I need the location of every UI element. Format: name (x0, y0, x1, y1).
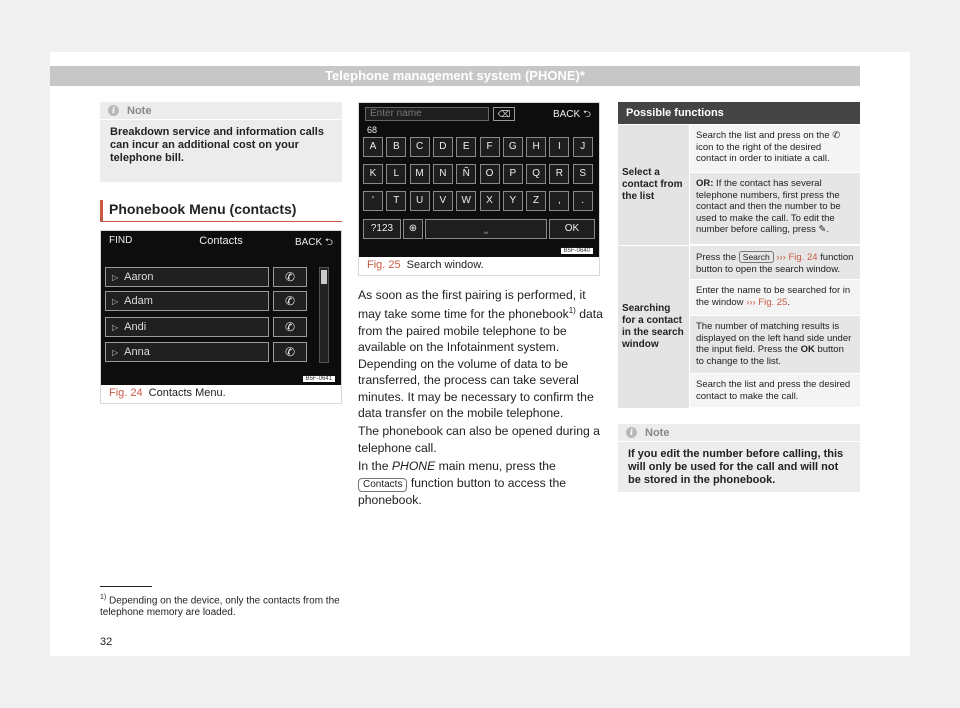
call-button[interactable] (273, 342, 307, 362)
page-header: Telephone management system (PHONE)* (50, 66, 860, 86)
figure-ref: ››› Fig. 24 (773, 252, 818, 263)
cell-text: Enter the name to be searched for in the window (696, 285, 851, 308)
cell-text: function button to open the search window. (696, 252, 854, 275)
table-cell (690, 246, 860, 280)
table-cell: Search the list and press the desired contact to make the call. (690, 374, 860, 408)
cell-emphasis: OR: (696, 178, 714, 189)
paragraph (358, 287, 604, 421)
menu-name: PHONE (391, 459, 436, 474)
key[interactable]: I (549, 137, 569, 157)
table-cell (690, 173, 860, 245)
key[interactable]: A (363, 137, 383, 157)
contact-row[interactable] (105, 342, 269, 362)
key[interactable]: Ñ (456, 164, 476, 184)
footnote-ref: 1) (568, 306, 576, 316)
table-cell (690, 280, 860, 316)
cell-emphasis: OK (800, 344, 815, 355)
key[interactable]: O (480, 164, 500, 184)
phone-icon: ✆ (284, 320, 296, 334)
figure-code: B5F-0640 (561, 248, 593, 254)
contacts-screen (101, 231, 341, 385)
footnote-divider (100, 586, 152, 587)
footnote-text: Depending on the device, only the contacts from the telephone memory are loaded. (100, 595, 340, 619)
contact-name: Adam (124, 295, 153, 307)
note-header (618, 424, 860, 442)
figure-number: Fig. 25 (367, 259, 401, 271)
key[interactable]: S (573, 164, 593, 184)
paragraph (358, 458, 604, 508)
backspace-icon[interactable]: ⌫ (493, 107, 515, 121)
functions-table (618, 102, 860, 408)
figure-caption-text: Contacts Menu. (148, 387, 226, 399)
scrollbar-thumb[interactable] (321, 270, 327, 284)
play-triangle-icon: ▷ (112, 297, 119, 306)
cell-text: Search the list and press on the (696, 130, 833, 141)
key[interactable]: N (433, 164, 453, 184)
key[interactable]: G (503, 137, 523, 157)
search-topbar (359, 103, 599, 123)
key[interactable]: V (433, 191, 453, 211)
call-button[interactable] (273, 291, 307, 311)
key[interactable]: Y (503, 191, 523, 211)
contact-row[interactable] (105, 291, 269, 311)
note-label: Note (645, 426, 670, 439)
row-cells (690, 246, 860, 408)
globe-icon[interactable]: ⊕ (403, 219, 423, 239)
figure-caption-text: Search window. (406, 259, 484, 271)
note-label: Note (127, 104, 152, 117)
key[interactable]: C (410, 137, 430, 157)
page-number: 32 (100, 636, 113, 648)
figure-number: Fig. 24 (109, 387, 143, 399)
table-cell (690, 125, 860, 173)
footnote (100, 592, 350, 619)
cell-text: . (787, 296, 790, 308)
footnote-mark: 1) (100, 594, 107, 601)
body-text (358, 287, 604, 510)
cell-text: . (826, 224, 830, 235)
figure-code: B5F-0641 (303, 376, 335, 382)
figure-contacts (100, 230, 342, 404)
key[interactable]: T (386, 191, 406, 211)
contact-name: Anna (124, 346, 150, 358)
paragraph-text: In the (358, 459, 392, 474)
cell-text: Press the (696, 252, 739, 263)
key[interactable]: , (549, 191, 569, 211)
key[interactable]: X (480, 191, 500, 211)
name-input[interactable]: Enter name (365, 107, 489, 121)
key[interactable]: B (386, 137, 406, 157)
call-button[interactable] (273, 267, 307, 287)
key[interactable]: M (410, 164, 430, 184)
find-button[interactable]: FIND (109, 235, 133, 246)
row-cells (690, 125, 860, 245)
contacts-button-ref: Contacts (358, 478, 407, 492)
key[interactable]: W (456, 191, 476, 211)
row-label: Select a contact from the list (618, 125, 690, 245)
row-label: Searching for a contact in the search window (618, 246, 690, 408)
results-count: 68 (367, 125, 378, 135)
key[interactable]: D (433, 137, 453, 157)
phone-icon: ✆ (284, 294, 296, 308)
phone-icon: ✆ (832, 130, 841, 141)
scrollbar[interactable] (319, 267, 329, 363)
table-row (618, 124, 860, 245)
play-triangle-icon: ▷ (112, 323, 119, 332)
contact-name: Andi (124, 321, 147, 333)
mode-key[interactable]: ?123 (363, 219, 401, 239)
figure-caption (109, 387, 226, 399)
paragraph-text: main menu, press the (435, 459, 556, 474)
key[interactable]: F (480, 137, 500, 157)
key[interactable]: Q (526, 164, 546, 184)
phone-icon: ✆ (284, 270, 296, 284)
key[interactable]: E (456, 137, 476, 157)
contact-name: Aaron (124, 271, 154, 283)
section-title: Phonebook Menu (contacts) (100, 200, 342, 222)
play-triangle-icon: ▷ (112, 348, 119, 357)
paragraph-text: function button to access the phonebook. (358, 475, 567, 507)
figure-caption (367, 259, 484, 271)
search-screen (359, 103, 599, 257)
info-icon: i (626, 427, 637, 438)
key[interactable]: U (410, 191, 430, 211)
back-button[interactable]: BACK ⮌ (552, 109, 591, 120)
back-button[interactable]: BACK ⮌ (294, 237, 333, 248)
contacts-title: Contacts (199, 235, 243, 247)
table-row (618, 245, 860, 408)
figure-search (358, 102, 600, 276)
cell-text: The number of matching results is displayed on the left hand side under the input field. Press the (696, 321, 852, 355)
key[interactable]: R (549, 164, 569, 184)
ok-button[interactable]: OK (549, 219, 595, 239)
cell-text: button to change to the list. (696, 344, 844, 367)
note-text: Breakdown service and information calls can incur an additional cost on your telephone bill. (110, 126, 324, 164)
note-box (100, 102, 342, 182)
table-header: Possible functions (618, 102, 860, 124)
search-button-ref: Search (739, 251, 774, 263)
call-button[interactable] (273, 317, 307, 337)
key[interactable]: K (363, 164, 383, 184)
pencil-icon: ✎ (818, 224, 827, 235)
cell-text: If the contact has several telephone numbers, first press the contact and then the number to be used to make the call. To edit the number before calling, press (696, 178, 841, 235)
note-text: If you edit the number before calling, this will only be used for the call and will not be stored in the phonebook. (628, 448, 844, 486)
key[interactable]: P (503, 164, 523, 184)
key[interactable]: Z (526, 191, 546, 211)
contacts-topbar (101, 231, 341, 251)
contact-row[interactable] (105, 317, 269, 337)
key[interactable]: . (573, 191, 593, 211)
paragraph-text: As soon as the first pairing is performed, it may take some time for the phonebook (358, 288, 586, 322)
table-cell (690, 316, 860, 374)
figure-ref: ››› Fig. 25 (746, 296, 788, 308)
paragraph: The phonebook can also be opened during a telephone call. (358, 424, 600, 455)
key[interactable]: J (573, 137, 593, 157)
note-header (100, 102, 342, 120)
contact-row[interactable] (105, 267, 269, 287)
info-icon: i (108, 105, 119, 116)
phone-icon: ✆ (284, 345, 296, 359)
key[interactable]: L (386, 164, 406, 184)
space-key[interactable]: ⎵ (425, 219, 547, 239)
paragraph-text: data from the paired mobile telephone to be available on the Infotainment system. Depending on the volume of data to be transferred, the process can take several minutes. It may be necessary to confirm the data transfer on the mobile telephone. (358, 307, 603, 420)
cell-text: icon to the right of the desired contact in order to initiate a call. (696, 141, 830, 164)
note-box (618, 424, 860, 492)
play-triangle-icon: ▷ (112, 273, 119, 282)
key[interactable]: ' (363, 191, 383, 211)
key[interactable]: H (526, 137, 546, 157)
